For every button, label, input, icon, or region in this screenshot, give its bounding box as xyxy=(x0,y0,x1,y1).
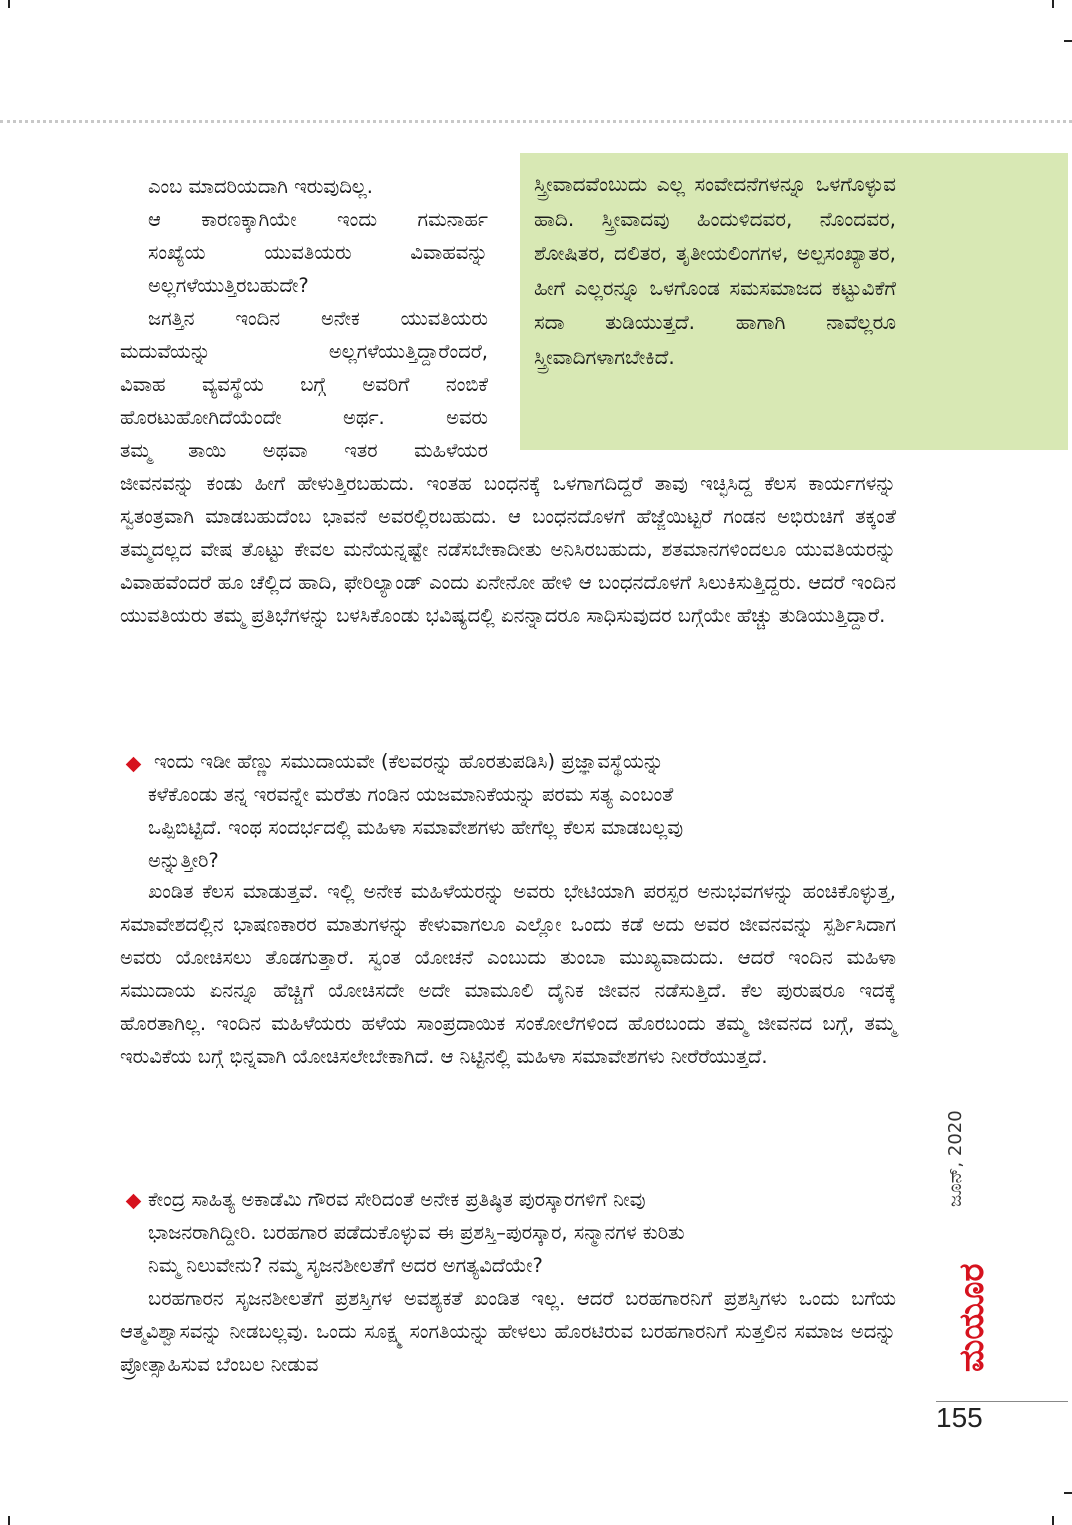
crop-mark-right-lower xyxy=(1064,1492,1072,1494)
question-line: ಇಂದು ಇಡೀ ಹೆಣ್ಣು ಸಮುದಾಯವೇ (ಕೆಲವರನ್ನು ಹೊರತುಪಡಿಸಿ) ಪ್ರಜ್ಞಾವಸ್ಥೆಯನ್ನು xyxy=(154,750,664,773)
left-column-text xyxy=(148,170,488,302)
question-line: ಒಪ್ಪಿಬಿಟ್ಟಿದೆ. ಇಂಥ ಸಂದರ್ಭದಲ್ಲಿ ಮಹಿಳಾ ಸಮಾವೇಶಗಳು ಹೇಗೆಲ್ಲ ಕೆಲಸ ಮಾಡಬಲ್ಲವು xyxy=(148,816,684,839)
question-line: ಭಾಜನರಾಗಿದ್ದೀರಿ. ಬರಹಗಾರ ಪಡೆದುಕೊಳ್ಳುವ ಈ ಪ್ರಶಸ್ತಿ–ಪುರಸ್ಕಾರ, ಸನ್ಮಾನಗಳ ಕುರಿತು xyxy=(148,1221,685,1244)
header-dotted-rule xyxy=(0,120,1072,123)
question-line: ಕೇಂದ್ರ ಸಾಹಿತ್ಯ ಅಕಾಡೆಮಿ ಗೌರವ ಸೇರಿದಂತೆ ಅನೇಕ ಪ್ರತಿಷ್ಠಿತ ಪುರಸ್ಕಾರಗಳಿಗೆ ನೀವು xyxy=(148,1188,646,1211)
text-line: ಹೊರಟುಹೋಗಿದೆಯೆಂದೇ ಅರ್ಥ. ಅವರು xyxy=(120,406,488,429)
question-line: ಅನ್ನುತ್ತೀರಿ? xyxy=(148,849,219,872)
body-paragraph xyxy=(120,467,896,632)
text-line: ಎಂಬ ಮಾದರಿಯದಾಗಿ ಇರುವುದಿಲ್ಲ. xyxy=(148,175,373,198)
paragraph-text: ಜೀವನವನ್ನು ಕಂಡು ಹೀಗೆ ಹೇಳುತ್ತಿರಬಹುದು. ಇಂತಹ ಬಂಧನಕ್ಕೆ ಒಳಗಾಗದಿದ್ದರೆ ತಾವು ಇಚ್ಛಿಸಿದ್ದ ಕೆಲಸ ಕಾರ್ಯಗಳನ್ನು ಸ್ವತಂತ್ರವಾಗಿ ಮಾಡಬಹುದೆಂಬ ಭಾವನೆ ಅವರಲ್ಲಿರಬಹುದು. ಆ ಬಂಧನದೊಳಗೆ ಹೆಜ್ಜೆಯಿಟ್ಟರೆ ಗಂಡನ ಅಭಿರುಚಿಗೆ ತಕ್ಕಂತೆ ತಮ್ಮದಲ್ಲದ ವೇಷ ತೊಟ್ಟು ಕೇವಲ ಮನೆಯನ್ನಷ್ಟೇ ನಡೆಸಬೇಕಾದೀತು ಅನಿಸಿರಬಹುದು, ಶತಮಾನಗಳಿಂದಲೂ ಯುವತಿಯರನ್ನು ವಿವಾಹವೆಂದರೆ ಹೂ ಚೆಲ್ಲಿದ ಹಾದಿ, ಫೇರಿಲ್ಯಾಂಡ್ ಎಂದು ಏನೇನೋ ಹೇಳಿ ಆ ಬಂಧನದೊಳಗೆ ಸಿಲುಕಿಸುತ್ತಿದ್ದರು. ಆದರೆ ಇಂದಿನ ಯುವತಿಯರು ತಮ್ಮ ಪ್ರತಿಭೆಗಳನ್ನು ಬಳಸಿಕೊಂಡು ಭವಿಷ್ಯದಲ್ಲಿ ಏನನ್ನಾದರೂ ಸಾಧಿಸುವುದರ ಬಗ್ಗೆಯೇ ಹೆಚ್ಚು ತುಡಿಯುತ್ತಿದ್ದಾರೆ. xyxy=(120,472,896,627)
question-line: ಕಳೆಕೊಂಡು ತನ್ನ ಇರವನ್ನೇ ಮರೆತು ಗಂಡಿನ ಯಜಮಾನಿಕೆಯನ್ನು ಪರಮ ಸತ್ಯ ಎಂಬಂತೆ xyxy=(148,783,674,806)
bullet-diamond-icon xyxy=(126,757,142,773)
text-line: ಮದುವೆಯನ್ನು ಅಲ್ಲಗಳೆಯುತ್ತಿದ್ದಾರೆಂದರೆ, xyxy=(120,340,488,363)
paragraph-text: ಬರಹಗಾರನ ಸೃಜನಶೀಲತೆಗೆ ಪ್ರಶಸ್ತಿಗಳ ಅವಶ್ಯಕತೆ ಖಂಡಿತ ಇಲ್ಲ. ಆದರೆ ಬರಹಗಾರನಿಗೆ ಪ್ರಶಸ್ತಿಗಳು ಒಂದು ಬಗೆಯ ಆತ್ಮವಿಶ್ವಾಸವನ್ನು ನೀಡಬಲ್ಲವು. ಒಂದು ಸೂಕ್ಷ್ಮ ಸಂಗತಿಯನ್ನು ಹೇಳಲು ಹೊರಟಿರುವ ಬರಹಗಾರನಿಗೆ ಸುತ್ತಲಿನ ಸಮಾಜ ಅದನ್ನು ಪ್ರೋತ್ಸಾಹಿಸುವ ಬೆಂಬಲ ನೀಡುವ xyxy=(120,1287,896,1376)
issue-date: ಜೂನ್, 2020 xyxy=(945,1110,966,1207)
question-1 xyxy=(148,745,888,877)
answer-1 xyxy=(120,875,896,1073)
text-line: ತಮ್ಮ ತಾಯಿ ಅಥವಾ ಇತರ ಮಹಿಳೆಯರ xyxy=(120,439,488,462)
crop-mark-top-right xyxy=(1052,0,1054,8)
question-line: ನಿಮ್ಮ ನಿಲುವೇನು? ನಮ್ಮ ಸೃಜನಶೀಲತೆಗೆ ಅದರ ಅಗತ್ಯವಿದೆಯೇ? xyxy=(148,1254,543,1277)
bullet-diamond-icon xyxy=(126,1194,142,1210)
left-column-paragraph xyxy=(120,302,488,467)
question-2 xyxy=(148,1183,888,1282)
magazine-logo: ಮಯೂರ xyxy=(952,1263,992,1372)
crop-mark-bottom-left xyxy=(8,1516,10,1525)
text-line: ವಿವಾಹ ವ್ಯವಸ್ಥೆಯ ಬಗ್ಗೆ ಅವರಿಗೆ ನಂಬಿಕೆ xyxy=(120,373,488,396)
text-line: ಆ ಕಾರಣಕ್ಕಾಗಿಯೇ ಇಂದು ಗಮನಾರ್ಹ xyxy=(148,208,488,231)
text-line: ಅಲ್ಲಗಳೆಯುತ್ತಿರಬಹುದೇ? xyxy=(148,274,309,297)
crop-mark-right-upper xyxy=(1064,40,1072,42)
crop-mark-bottom-right xyxy=(1052,1516,1054,1525)
pull-quote-box xyxy=(520,153,1068,450)
answer-2 xyxy=(120,1282,896,1381)
page-number: 155 xyxy=(936,1402,983,1433)
crop-mark-top-left xyxy=(8,0,10,8)
pull-quote-text: ಸ್ತ್ರೀವಾದವೆಂಬುದು ಎಲ್ಲ ಸಂವೇದನೆಗಳನ್ನೂ ಒಳಗೊಳ್ಳುವ ಹಾದಿ. ಸ್ತ್ರೀವಾದವು ಹಿಂದುಳಿದವರ, ನೊಂದವರ, ಶೋಷಿತರ, ದಲಿತರ, ತೃತೀಯಲಿಂಗಗಳ, ಅಲ್ಪಸಂಖ್ಯಾತರ, ಹೀಗೆ ಎಲ್ಲರನ್ನೂ ಒಳಗೊಂಡ ಸಮಸಮಾಜದ ಕಟ್ಟುವಿಕೆಗೆ ಸದಾ ತುಡಿಯುತ್ತದೆ. ಹಾಗಾಗಿ ನಾವೆಲ್ಲರೂ ಸ್ತ್ರೀವಾದಿಗಳಾಗಬೇಕಿದೆ. xyxy=(534,172,896,369)
text-line: ಸಂಖ್ಯೆಯ ಯುವತಿಯರು ವಿವಾಹವನ್ನು xyxy=(148,241,488,264)
paragraph-text: ಖಂಡಿತ ಕೆಲಸ ಮಾಡುತ್ತವೆ. ಇಲ್ಲಿ ಅನೇಕ ಮಹಿಳೆಯರನ್ನು ಅವರು ಭೇಟಿಯಾಗಿ ಪರಸ್ಪರ ಅನುಭವಗಳನ್ನು ಹಂಚಿಕೊಳ್ಳುತ್ತ, ಸಮಾವೇಶದಲ್ಲಿನ ಭಾಷಣಕಾರರ ಮಾತುಗಳನ್ನು ಕೇಳುವಾಗಲೂ ಎಲ್ಲೋ ಒಂದು ಕಡೆ ಅದು ಅವರ ಜೀವನವನ್ನು ಸ್ಪರ್ಶಿಸಿದಾಗ ಅವರು ಯೋಚಿಸಲು ತೊಡಗುತ್ತಾರೆ. ಸ್ವಂತ ಯೋಚನೆ ಎಂಬುದು ತುಂಬಾ ಮುಖ್ಯವಾದುದು. ಆದರೆ ಇಂದಿನ ಮಹಿಳಾ ಸಮುದಾಯ ಏನನ್ನೂ ಹೆಚ್ಚಿಗೆ ಯೋಚಿಸದೇ ಅದೇ ಮಾಮೂಲಿ ದೈನಿಕ ಜೀವನ ನಡೆಸುತ್ತಿದೆ. ಕೆಲ ಪುರುಷರೂ ಇದಕ್ಕೆ ಹೊರತಾಗಿಲ್ಲ. ಇಂದಿನ ಮಹಿಳೆಯರು ಹಳೆಯ ಸಾಂಪ್ರದಾಯಿಕ ಸಂಕೋಲೆಗಳಿಂದ ಹೊರಬಂದು ತಮ್ಮ ಜೀವನದ ಬಗ್ಗೆ, ತಮ್ಮ ಇರುವಿಕೆಯ ಬಗ್ಗೆ ಭಿನ್ನವಾಗಿ ಯೋಚಿಸಲೇಬೇಕಾಗಿದೆ. ಆ ನಿಟ್ಟಿನಲ್ಲಿ ಮಹಿಳಾ ಸಮಾವೇಶಗಳು ನೀರೆರೆಯುತ್ತದೆ. xyxy=(120,880,896,1068)
text-line: ಜಗತ್ತಿನ ಇಂದಿನ ಅನೇಕ ಯುವತಿಯರು xyxy=(148,307,488,330)
